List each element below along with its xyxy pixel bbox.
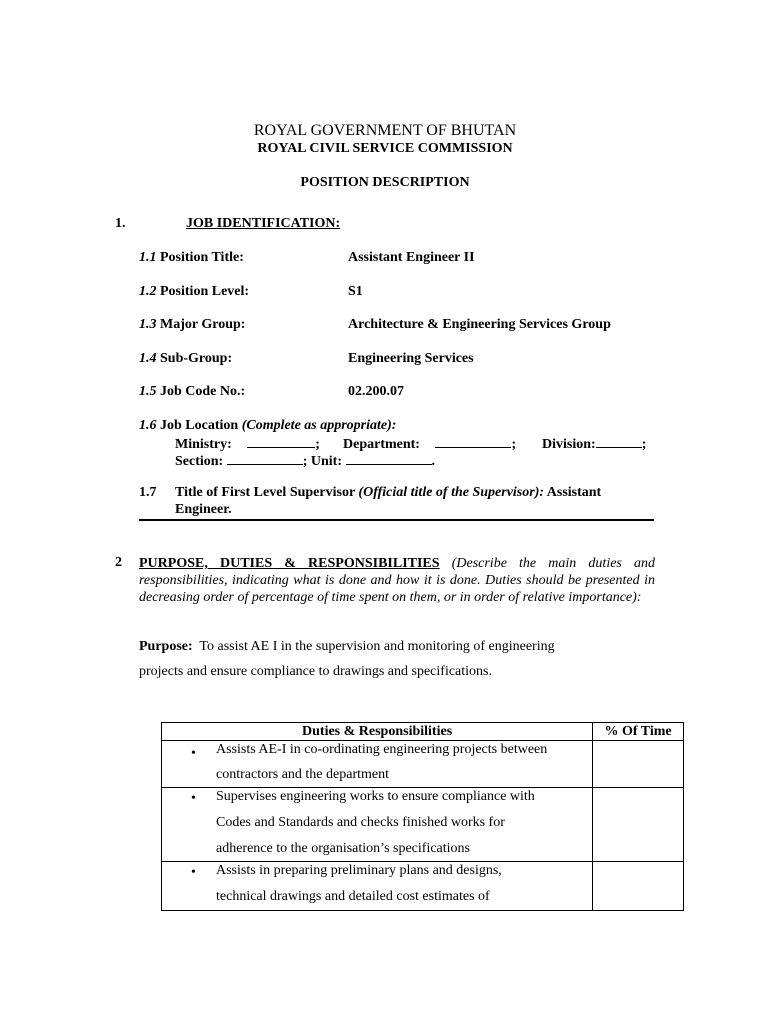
document-title: POSITION DESCRIPTION	[300, 175, 470, 190]
time-column-header: % Of Time	[593, 723, 684, 741]
section2-intro	[139, 555, 655, 606]
division-blank[interactable]	[596, 435, 642, 448]
section-label: Section:	[175, 454, 224, 469]
field-job-code-label: 1.5 Job Code No.:	[139, 384, 246, 399]
table-row	[162, 741, 684, 788]
section-blank[interactable]	[227, 452, 303, 465]
field-job-code-value: 02.200.07	[348, 384, 404, 399]
field-position-level-value: S1	[348, 284, 363, 299]
field-position-title-label: 1.1 Position Title:	[139, 250, 244, 265]
field-major-group-value: Architecture & Engineering Services Group	[348, 317, 611, 332]
duty-line: Assists in preparing preliminary plans and designs,	[216, 863, 502, 878]
bullet-icon: •	[191, 791, 196, 806]
table-row	[162, 862, 684, 911]
government-heading: ROYAL GOVERNMENT OF BHUTAN	[253, 122, 517, 139]
duty-line: adherence to the organisation’s specifications	[216, 841, 470, 856]
job-location-label: 1.6 Job Location (Complete as appropriate):	[139, 418, 397, 433]
supervisor-line1: Title of First Level Supervisor (Official title of the Supervisor): Assistant	[175, 485, 602, 500]
time-cell[interactable]	[593, 741, 684, 788]
duty-line: contractors and the department	[216, 767, 389, 782]
unit-blank[interactable]	[346, 452, 432, 465]
duties-column-header: Duties & Responsibilities	[162, 723, 593, 741]
duty-cell	[162, 862, 593, 911]
division-label: Division:	[542, 437, 596, 452]
bullet-icon: •	[191, 865, 196, 880]
bullet-icon: •	[191, 746, 196, 761]
duty-cell	[162, 741, 593, 788]
supervisor-number: 1.7	[139, 485, 157, 500]
department-label: Department:	[343, 437, 420, 452]
field-position-level-label: 1.2 Position Level:	[139, 284, 250, 299]
duty-line: Assists AE-I in co-ordinating engineering projects between	[216, 742, 548, 757]
field-sub-group-label: 1.4 Sub-Group:	[139, 351, 233, 366]
section1-title: JOB IDENTIFICATION:	[186, 216, 341, 231]
purpose-line1: Purpose: To assist AE I in the supervision and monitoring of engineering	[139, 639, 555, 654]
department-blank[interactable]	[435, 435, 511, 448]
unit-label: Unit:	[310, 454, 343, 469]
ministry-blank[interactable]	[247, 435, 315, 448]
commission-heading: ROYAL CIVIL SERVICE COMMISSION	[257, 141, 513, 156]
time-cell[interactable]	[593, 862, 684, 911]
section2-hint: (Describe the main duties and responsibilities, indicating what is done and how it is done. Duties should be presented in decreasing order of percentage of time spent on them, or in order of relative importance):	[139, 556, 656, 605]
section-divider	[139, 519, 654, 521]
time-cell[interactable]	[593, 788, 684, 862]
duty-line: technical drawings and detailed cost estimates of	[216, 889, 490, 904]
section2-title: PURPOSE, DUTIES & RESPONSIBILITIES	[139, 556, 440, 571]
duties-table	[161, 722, 684, 911]
supervisor-line2: Engineer.	[175, 502, 232, 517]
section2-number: 2	[115, 555, 122, 570]
field-sub-group-value: Engineering Services	[348, 351, 474, 366]
department-line: Department: ;	[343, 437, 517, 452]
ministry-label: Ministry:	[175, 437, 232, 452]
field-major-group-label: 1.3 Major Group:	[139, 317, 246, 332]
purpose-label: Purpose:	[139, 639, 193, 654]
duty-line: Codes and Standards and checks finished works for	[216, 815, 505, 830]
duty-cell	[162, 788, 593, 862]
section-unit-line: Section: ; Unit: .	[175, 454, 436, 469]
division-line: Division: ;	[542, 437, 647, 452]
section1-number: 1.	[115, 216, 126, 231]
table-header-row	[162, 723, 684, 741]
table-row	[162, 788, 684, 862]
purpose-line2: projects and ensure compliance to drawings and specifications.	[139, 664, 492, 679]
field-position-title-value: Assistant Engineer II	[348, 250, 475, 265]
duty-line: Supervises engineering works to ensure compliance with	[216, 789, 535, 804]
ministry-line: Ministry: ;	[175, 437, 320, 452]
